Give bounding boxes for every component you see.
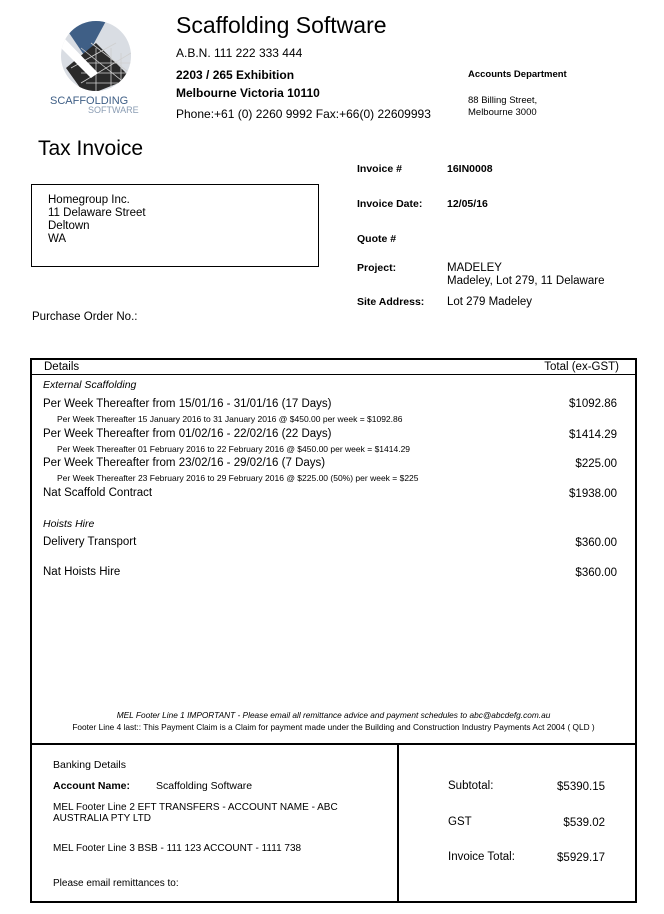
invoice-total-value: $5929.17	[557, 852, 605, 864]
company-address-line2: Melbourne Victoria 10110	[176, 86, 320, 100]
line-item-1-detail: Per Week Thereafter 15 January 2016 to 31 January 2016 @ $450.00 per week = $1092.86	[57, 414, 403, 424]
accounts-heading: Accounts Department	[468, 69, 567, 80]
site-address: Lot 279 Madeley	[447, 296, 533, 308]
gst-label: GST	[448, 816, 472, 828]
bill-to-line1: Homegroup Inc.	[48, 194, 130, 206]
project-label: Project:	[357, 262, 397, 274]
banking-line-2b: AUSTRALIA PTY LTD	[53, 813, 151, 824]
vertical-divider	[397, 745, 399, 901]
svg-text:SOFTWARE: SOFTWARE	[88, 105, 139, 114]
footer-line-1: MEL Footer Line 1 IMPORTANT - Please email all remittance advice and payment schedules to abc@abcdefg.com.au	[116, 710, 551, 720]
banking-line-3: MEL Footer Line 3 BSB - 111 123 ACCOUNT - 1111 738	[53, 843, 302, 854]
line-item-6-amount: $360.00	[575, 567, 617, 579]
invoice-date-label: Invoice Date:	[357, 198, 423, 210]
bill-to-line3: Deltown	[48, 220, 90, 232]
line-item-2-detail: Per Week Thereafter 01 February 2016 to 22 February 2016 @ $450.00 per week = $1414.29	[57, 444, 411, 454]
project-name: MADELEY	[447, 262, 502, 274]
line-item-5: Delivery Transport	[43, 536, 137, 548]
quote-label: Quote #	[357, 233, 397, 245]
svg-text:SCAFFOLDING: SCAFFOLDING	[50, 95, 129, 107]
company-phone-fax: Phone:+61 (0) 2260 9992 Fax:+66(0) 22609993	[176, 107, 431, 121]
line-item-2-amount: $1414.29	[569, 429, 617, 441]
subtotal-label: Subtotal:	[448, 780, 494, 792]
invoice-number: 16IN0008	[447, 163, 493, 175]
category-external-scaffolding: External Scaffolding	[43, 379, 137, 391]
footer-line-4: Footer Line 4 last:: This Payment Claim is a Claim for payment made under the Building and Construction Industry Payments Act 2004 ( QLD )	[72, 722, 595, 732]
total-ex-gst-header: Total (ex-GST)	[544, 361, 619, 373]
details-table	[30, 358, 637, 745]
header-divider	[32, 374, 635, 375]
invoice-number-label: Invoice #	[357, 163, 402, 175]
page-title: Tax Invoice	[38, 137, 144, 160]
account-name-label: Account Name:	[53, 780, 131, 792]
remittance-email-label: Please email remittances to:	[53, 878, 179, 889]
line-item-5-amount: $360.00	[575, 537, 617, 549]
line-item-3-amount: $225.00	[575, 458, 617, 470]
subtotal-value: $5390.15	[557, 781, 605, 793]
site-address-label: Site Address:	[357, 296, 425, 308]
banking-totals-box	[30, 743, 637, 903]
invoice-total-label: Invoice Total:	[448, 851, 515, 863]
line-item-1-amount: $1092.86	[569, 398, 617, 410]
company-address-line1: 2203 / 265 Exhibition	[176, 68, 295, 82]
line-item-6: Nat Hoists Hire	[43, 566, 121, 578]
category-hoists-hire: Hoists Hire	[43, 518, 95, 530]
purchase-order-label: Purchase Order No.:	[32, 311, 138, 323]
invoice-date: 12/05/16	[447, 198, 488, 210]
scaffold-globe-icon	[46, 18, 150, 114]
details-header: Details	[44, 361, 80, 373]
line-item-1: Per Week Thereafter from 15/01/16 - 31/01/16 (17 Days)	[43, 398, 332, 410]
accounts-address-line2: Melbourne 3000	[468, 107, 537, 118]
account-name-value: Scaffolding Software	[156, 780, 253, 792]
banking-line-2a: MEL Footer Line 2 EFT TRANSFERS - ACCOUNT NAME - ABC	[53, 802, 338, 813]
line-item-2: Per Week Thereafter from 01/02/16 - 22/02/16 (22 Days)	[43, 428, 332, 440]
accounts-address-line1: 88 Billing Street,	[468, 95, 538, 106]
bill-to-line2: 11 Delaware Street	[48, 207, 146, 219]
project-description: Madeley, Lot 279, 11 Delaware	[447, 275, 605, 287]
line-item-3-detail: Per Week Thereafter 23 February 2016 to 29 February 2016 @ $225.00 (50%) per week = $225	[57, 473, 419, 483]
bill-to-line4: WA	[48, 233, 67, 245]
banking-heading: Banking Details	[53, 759, 126, 771]
company-name: Scaffolding Software	[176, 12, 387, 38]
bill-to-box	[31, 184, 319, 267]
line-item-4: Nat Scaffold Contract	[43, 487, 153, 499]
line-item-4-amount: $1938.00	[569, 488, 617, 500]
company-abn: A.B.N. 111 222 333 444	[176, 46, 303, 60]
company-logo	[46, 18, 150, 114]
line-item-3: Per Week Thereafter from 23/02/16 - 29/02/16 (7 Days)	[43, 457, 326, 469]
gst-value: $539.02	[563, 817, 605, 829]
